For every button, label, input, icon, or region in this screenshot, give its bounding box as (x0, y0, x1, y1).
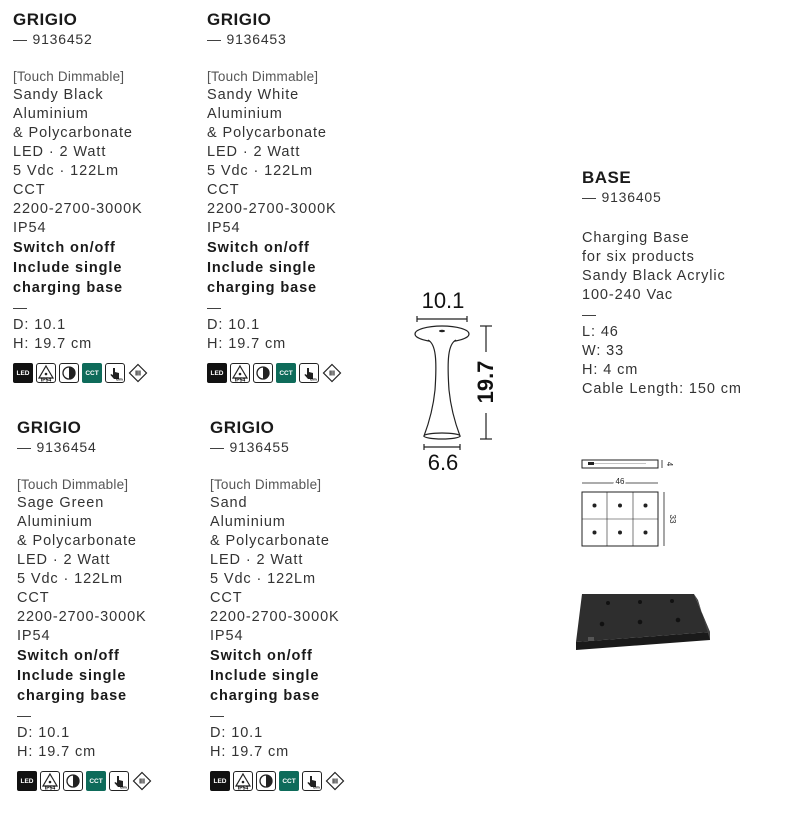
separator: — (13, 299, 27, 315)
dim-label: dim (310, 377, 317, 381)
feature-switch: Switch on/off (13, 240, 116, 256)
base-height: H: 4 cm (582, 362, 639, 378)
cct-label: CCT (207, 182, 240, 198)
feature-include: Include single (13, 260, 123, 276)
product-code: — 9136405 (582, 189, 662, 205)
feature-charging-base: charging base (17, 688, 128, 704)
product-9136452 (13, 10, 203, 383)
led-icon: LED (17, 771, 37, 791)
class-label: III (139, 778, 145, 786)
led-icon: LED (207, 363, 227, 383)
icon-row (17, 771, 207, 791)
dimmable-icon (256, 771, 276, 791)
class-iii-icon (132, 771, 152, 791)
lamp-foot (424, 433, 460, 439)
product-name: GRIGIO (17, 418, 82, 437)
lamp-touch-point (439, 330, 445, 333)
height: H: 19.7 cm (13, 336, 93, 352)
base-width-label: 33 (668, 514, 677, 524)
color-temperature: 2200-2700-3000K (207, 201, 337, 217)
base-width: W: 33 (582, 343, 625, 359)
cct-label: CCT (13, 182, 46, 198)
led-icon: LED (13, 363, 33, 383)
material: Aluminium (13, 106, 89, 122)
ip54-icon (230, 363, 250, 383)
product-9136453 (207, 10, 397, 383)
touch-icon (302, 771, 322, 791)
product-name: GRIGIO (13, 10, 78, 29)
ip54-icon (233, 771, 253, 791)
ip-rating: IP54 (210, 628, 244, 644)
touch-dimmable-tag: [Touch Dimmable] (210, 477, 322, 492)
material: Aluminium (207, 106, 283, 122)
dimmable-icon (253, 363, 273, 383)
material: Aluminium (17, 514, 93, 530)
touch-icon (109, 771, 129, 791)
icon-row (13, 363, 203, 383)
lamp-dimension-drawing (400, 280, 510, 480)
touch-icon (105, 363, 125, 383)
dim-label: dim (116, 377, 123, 381)
cct-icon: CCT (279, 771, 299, 791)
base-slot-1 (593, 504, 597, 508)
base-photo-slot-5 (638, 620, 643, 625)
base-photo-slot-3 (670, 599, 674, 603)
base-height-label: 4 (665, 461, 674, 467)
ip54-label: IP54 (40, 377, 52, 382)
product-9136405-base (582, 168, 792, 399)
product-code: — 9136455 (210, 439, 290, 455)
power: LED · 2 Watt (207, 144, 301, 160)
base-voltage: 100-240 Vac (582, 287, 674, 303)
touch-dimmable-tag: [Touch Dimmable] (207, 69, 319, 84)
voltage-lumen: 5 Vdc · 122Lm (13, 163, 119, 179)
lamp-head (415, 326, 469, 342)
ip54-label: IP54 (234, 377, 246, 382)
lamp-base-diameter-label: 6.6 (427, 450, 459, 475)
icon-row (207, 363, 397, 383)
diameter: D: 10.1 (210, 725, 264, 741)
material-2: & Polycarbonate (207, 125, 327, 141)
finish: Sage Green (17, 495, 105, 511)
base-photo-slot-6 (676, 618, 681, 623)
feature-switch: Switch on/off (210, 648, 313, 664)
cct-icon: CCT (86, 771, 106, 791)
feature-charging-base: charging base (13, 280, 124, 296)
product-code: — 9136453 (207, 31, 287, 47)
cct-label: CCT (210, 590, 243, 606)
product-name: GRIGIO (207, 10, 272, 29)
separator: — (210, 707, 224, 723)
voltage-lumen: 5 Vdc · 122Lm (207, 163, 313, 179)
touch-dimmable-tag: [Touch Dimmable] (17, 477, 129, 492)
cct-icon: CCT (82, 363, 102, 383)
class-label: III (332, 778, 338, 786)
ip-rating: IP54 (17, 628, 51, 644)
height: H: 19.7 cm (210, 744, 290, 760)
feature-charging-base: charging base (207, 280, 318, 296)
base-photo-slot-1 (606, 601, 610, 605)
ip-rating: IP54 (13, 220, 47, 236)
cct-icon: CCT (276, 363, 296, 383)
separator: — (207, 299, 221, 315)
color-temperature: 2200-2700-3000K (210, 609, 340, 625)
base-length: L: 46 (582, 324, 619, 340)
base-slot-2 (618, 504, 622, 508)
led-icon: LED (210, 771, 230, 791)
diameter: D: 10.1 (207, 317, 261, 333)
class-label: III (329, 370, 335, 378)
product-code: — 9136454 (17, 439, 97, 455)
height: H: 19.7 cm (207, 336, 287, 352)
base-cable-length: Cable Length: 150 cm (582, 381, 742, 397)
base-description: Charging Base (582, 230, 690, 246)
ip54-icon (40, 771, 60, 791)
power: LED · 2 Watt (13, 144, 107, 160)
dimmable-icon (63, 771, 83, 791)
ip54-label: IP54 (44, 785, 56, 790)
feature-switch: Switch on/off (17, 648, 120, 664)
base-slot-3 (644, 504, 648, 508)
voltage-lumen: 5 Vdc · 122Lm (17, 571, 123, 587)
product-name: GRIGIO (210, 418, 275, 437)
base-photo-slot-2 (638, 600, 642, 604)
dimmable-icon (59, 363, 79, 383)
color-temperature: 2200-2700-3000K (17, 609, 147, 625)
touch-icon (299, 363, 319, 383)
feature-charging-base: charging base (210, 688, 321, 704)
icon-row (210, 771, 400, 791)
base-material: Sandy Black Acrylic (582, 268, 726, 284)
finish: Sand (210, 495, 248, 511)
product-9136455 (210, 418, 400, 791)
class-iii-icon (128, 363, 148, 383)
dim-label: dim (120, 785, 127, 789)
feature-switch: Switch on/off (207, 240, 310, 256)
base-slot-6 (644, 531, 648, 535)
material-2: & Polycarbonate (13, 125, 133, 141)
class-label: III (135, 370, 141, 378)
power: LED · 2 Watt (17, 552, 111, 568)
material-2: & Polycarbonate (210, 533, 330, 549)
base-side-connector (588, 462, 594, 465)
base-slot-5 (618, 531, 622, 535)
material-2: & Polycarbonate (17, 533, 137, 549)
finish: Sandy White (207, 87, 300, 103)
cct-label: CCT (17, 590, 50, 606)
feature-include: Include single (17, 668, 127, 684)
ip-rating: IP54 (207, 220, 241, 236)
diameter: D: 10.1 (17, 725, 71, 741)
dim-label: dim (313, 785, 320, 789)
base-photo-port (588, 637, 594, 641)
feature-include: Include single (210, 668, 320, 684)
lamp-height-label: 19.7 (473, 360, 498, 404)
base-dimension-drawing (576, 452, 686, 552)
feature-include: Include single (207, 260, 317, 276)
product-code: — 9136452 (13, 31, 93, 47)
diameter: D: 10.1 (13, 317, 67, 333)
base-capacity: for six products (582, 249, 695, 265)
ip54-icon (36, 363, 56, 383)
color-temperature: 2200-2700-3000K (13, 201, 143, 217)
class-iii-icon (325, 771, 345, 791)
lamp-body (424, 340, 460, 436)
charging-base-photo (572, 586, 718, 658)
class-iii-icon (322, 363, 342, 383)
separator: — (582, 306, 596, 322)
height: H: 19.7 cm (17, 744, 97, 760)
touch-dimmable-tag: [Touch Dimmable] (13, 69, 125, 84)
separator: — (17, 707, 31, 723)
finish: Sandy Black (13, 87, 104, 103)
product-name: BASE (582, 168, 632, 187)
base-length-label: 46 (615, 477, 625, 486)
base-slot-4 (593, 531, 597, 535)
lamp-diameter-label: 10.1 (421, 288, 465, 313)
product-9136454 (17, 418, 207, 791)
power: LED · 2 Watt (210, 552, 304, 568)
voltage-lumen: 5 Vdc · 122Lm (210, 571, 316, 587)
base-photo-slot-4 (600, 622, 605, 627)
material: Aluminium (210, 514, 286, 530)
ip54-label: IP54 (237, 785, 249, 790)
